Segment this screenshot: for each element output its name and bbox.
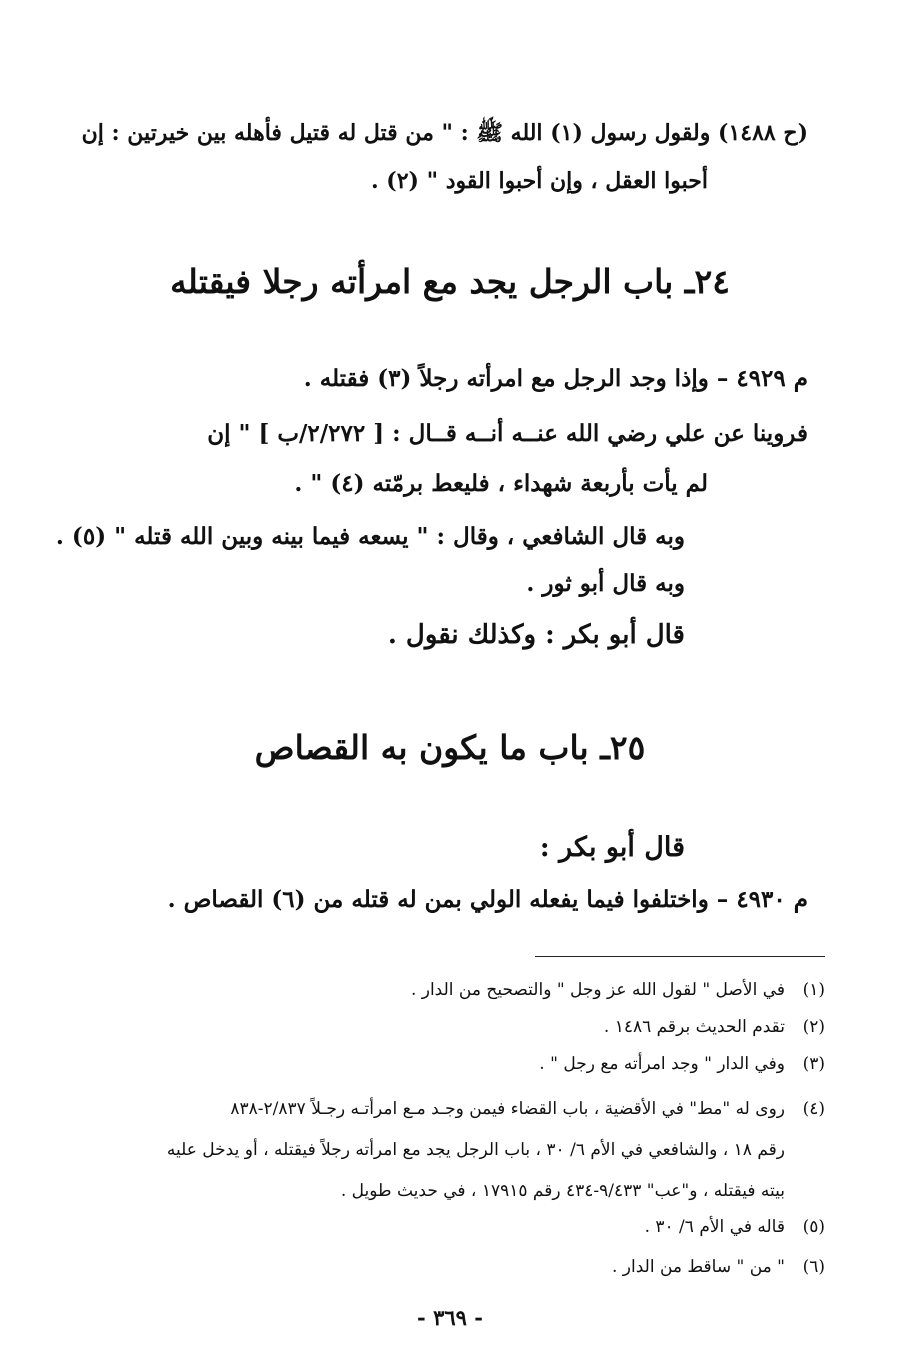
- paragraph-line: وبه قال الشافعي ، وقال : " يسعه فيما بينه وبين الله قتله " (٥) .: [55, 523, 685, 550]
- paragraph-line: وبه قال أبو ثور .: [526, 570, 685, 597]
- footnote-text: روى له "مط" في الأقضية ، باب القضاء فيمن وجـد مـع امرأتـه رجـلاً ٢/٨٣٧-٨٣٨: [230, 1099, 785, 1119]
- footnote-3: [539, 1054, 825, 1074]
- paragraph-line: لم يأت بأربعة شهداء ، فليعط برمّته (٤) " .: [294, 470, 708, 497]
- paragraph-line: (ح ١٤٨٨) ولقول رسول (١) الله ﷺ : " من قتل له قتيل فأهله بين خيرتين : إن: [81, 120, 808, 146]
- paragraph-line: م ٤٩٣٠ – واختلفوا فيما يفعله الولي بمن له قتله من (٦) القصاص .: [167, 886, 808, 913]
- footnote-text: قاله في الأم ٦/ ٣٠ .: [644, 1217, 785, 1237]
- footnote-number: (٣): [802, 1054, 825, 1074]
- footnote-text: تقدم الحديث برقم ١٤٨٦ .: [603, 1017, 785, 1037]
- paragraph-line: قال أبو بكر :: [539, 832, 685, 863]
- section-heading: ٢٤ـ باب الرجل يجد مع امرأته رجلا فيقتله: [170, 262, 730, 301]
- footnote-5: [645, 1217, 825, 1237]
- footnote-4: [230, 1099, 825, 1119]
- footnote-number: (١): [802, 980, 825, 1000]
- footnote-text: وفي الدار " وجد امرأته مع رجل " .: [539, 1054, 785, 1074]
- footnote-continuation: بيته فيقتله ، و"عب" ٩/٤٣٣-٤٣٤ رقم ١٧٩١٥ ، في حديث طويل .: [340, 1181, 785, 1201]
- paragraph-line: م ٤٩٢٩ – وإذا وجد الرجل مع امرأته رجلاً (٣) فقتله .: [303, 365, 808, 392]
- paragraph-line: فروينا عن علي رضي الله عنــه أنــه قــال : [ ٢/٢٧٢/ب ] " إن: [207, 420, 808, 447]
- footnote-text: " من " ساقط من الدار .: [611, 1257, 785, 1277]
- section-heading: ٢٥ـ باب ما يكون به القصاص: [254, 728, 646, 767]
- footnote-number: (٤): [802, 1099, 825, 1119]
- footnote-number: (٦): [802, 1257, 825, 1277]
- footnote-separator: [535, 956, 825, 957]
- footnote-2: [604, 1017, 825, 1037]
- footnote-text: في الأصل " لقول الله عز وجل " والتصحيح من الدار .: [410, 980, 785, 1000]
- page-number: - ٣٦٩ -: [417, 1305, 483, 1330]
- footnote-1: [411, 980, 825, 1000]
- footnote-6: [612, 1257, 825, 1277]
- footnote-number: (٢): [802, 1017, 825, 1037]
- paragraph-line: قال أبو بكر : وكذلك نقول .: [387, 620, 685, 650]
- paragraph-line: أحبوا العقل ، وإن أحبوا القود " (٢) .: [370, 168, 708, 194]
- footnote-continuation: رقم ١٨ ، والشافعي في الأم ٦/ ٣٠ ، باب الرجل يجد مع امرأته رجلاً فيقتله ، أو يدخل عليه: [166, 1140, 785, 1160]
- footnote-number: (٥): [802, 1217, 825, 1237]
